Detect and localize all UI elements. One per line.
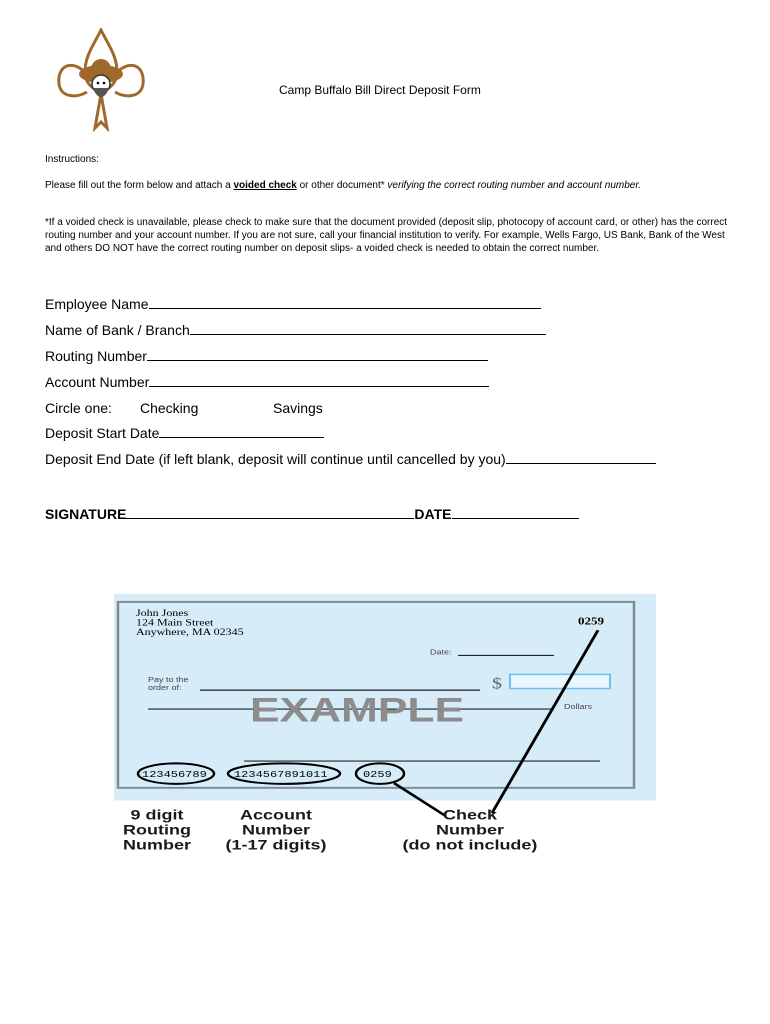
account-number-field[interactable]	[45, 374, 489, 390]
check-callout-2: Number	[436, 822, 504, 838]
account-callout-3: (1-17 digits)	[225, 837, 327, 853]
account-digits: 1234567891011	[234, 769, 328, 781]
account-number-line[interactable]	[149, 385, 489, 387]
instructions-heading: Instructions:	[45, 154, 99, 165]
date-line[interactable]	[452, 517, 579, 519]
voided-check-note: *If a voided check is unavailable, please check to make sure that the document provided (deposit slip, photocopy of account card, or other) has the correct routing number and your account number. If you are not sure, call your financial institution to verify. For example, Wells Fargo, US Bank, Bank of the West and others DO NOT have the correct routing number on deposit slips- a voided check is needed to obtain the correct number.	[45, 217, 728, 254]
employee-name-label: Employee Name	[45, 296, 149, 312]
date-label: DATE	[414, 506, 452, 522]
deposit-end-line[interactable]	[506, 462, 656, 464]
deposit-start-field[interactable]	[45, 425, 324, 441]
dollars-label: Dollars	[564, 702, 592, 711]
employee-name-line[interactable]	[149, 307, 541, 309]
example-watermark: EXAMPLE	[250, 691, 464, 730]
signature-line[interactable]	[126, 517, 414, 519]
deposit-end-label: Deposit End Date (if left blank, deposit will continue until cancelled by you)	[45, 451, 506, 467]
signature-field[interactable]	[45, 506, 579, 522]
bank-name-label: Name of Bank / Branch	[45, 322, 190, 338]
deposit-end-field[interactable]	[45, 451, 656, 467]
circle-one-label: Circle one:	[45, 400, 112, 416]
order-of-label: order of:	[148, 683, 182, 692]
routing-callout-1: 9 digit	[130, 807, 184, 823]
check-number-top: 0259	[578, 615, 604, 628]
example-check-illustration	[114, 594, 656, 854]
routing-digits: 123456789	[142, 769, 207, 781]
payer-name: John Jones	[136, 608, 189, 619]
check-callout-3: (do not include)	[402, 837, 538, 853]
account-number-label: Account Number	[45, 374, 150, 390]
routing-number-field[interactable]	[45, 348, 488, 364]
dollar-sign: $	[492, 674, 502, 693]
instructions-italic: verifying the correct routing number and account number.	[387, 180, 642, 191]
voided-check-emphasis: voided check	[233, 180, 297, 191]
scout-fleur-de-lis-logo	[55, 28, 147, 132]
deposit-start-line[interactable]	[159, 436, 324, 438]
instructions-line	[45, 179, 641, 192]
checking-option[interactable]: Checking	[140, 400, 199, 416]
routing-number-line[interactable]	[147, 359, 488, 361]
instructions-middle: or other document*	[296, 180, 388, 191]
account-callout-1: Account	[240, 807, 312, 823]
check-digits: 0259	[363, 769, 392, 781]
savings-option[interactable]: Savings	[273, 400, 323, 416]
pay-to-label: Pay to the	[148, 676, 189, 684]
payer-street: 124 Main Street	[136, 617, 214, 629]
check-callout-1: Check	[443, 807, 497, 823]
account-type-field	[45, 400, 323, 416]
bank-name-line[interactable]	[190, 333, 546, 335]
date-line-label: Date:	[430, 648, 452, 657]
page-title: Camp Buffalo Bill Direct Deposit Form	[279, 83, 481, 97]
bank-name-field[interactable]	[45, 322, 546, 338]
account-callout-2: Number	[242, 822, 310, 838]
instructions-prefix: Please fill out the form below and attach a	[45, 180, 234, 191]
deposit-start-label: Deposit Start Date	[45, 425, 160, 441]
routing-number-label: Routing Number	[45, 348, 147, 364]
routing-callout-3: Number	[123, 837, 191, 853]
signature-label: SIGNATURE	[45, 506, 127, 522]
employee-name-field[interactable]	[45, 296, 541, 312]
amount-box	[510, 674, 610, 688]
routing-callout-2: Routing	[123, 822, 191, 838]
payer-city: Anywhere, MA 02345	[136, 627, 244, 638]
